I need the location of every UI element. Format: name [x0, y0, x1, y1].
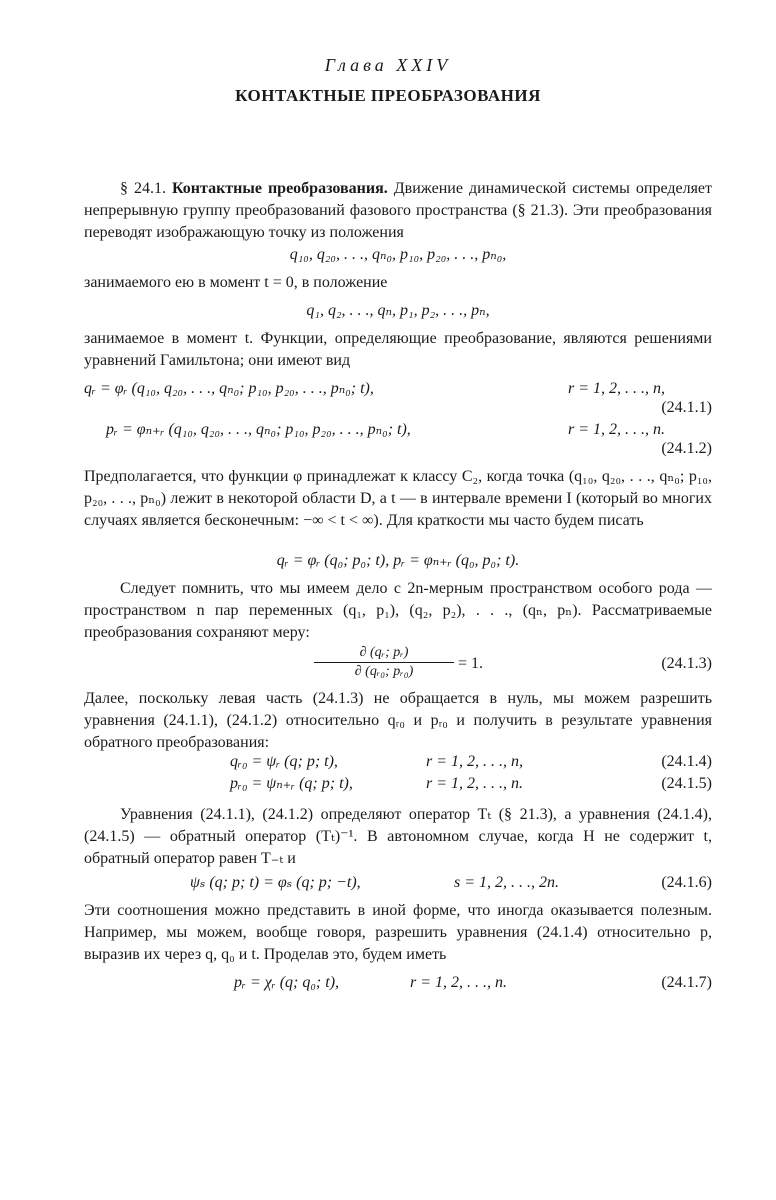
equation-formula: pᵣ = φₙ₊ᵣ (q₁₀, q₂₀, . . ., qₙ₀; p₁₀, p₂₀, . . ., pₙ₀; t), [106, 421, 411, 438]
equation-number-24-1-1: (24.1.1) [661, 399, 712, 416]
section-number: § 24.1. [120, 180, 166, 197]
equation-condition: r = 1, 2, . . ., n. [410, 974, 508, 991]
equation-24-1-6 [84, 872, 712, 894]
paragraph-intro-text: Движение динамической системы определяет непрерывную группу преобразований фазового пространства (§ 21.3). Эти преобразования переводят изображающую точку из положения [84, 180, 713, 241]
equation-condition: r = 1, 2, . . ., n, [568, 380, 666, 397]
paragraph-moment: занимаемого ею в момент t = 0, в положение [84, 274, 388, 291]
equation-24-1-7 [84, 972, 712, 994]
paragraph-other-form: Эти соотношения можно представить в иной форме, что иногда оказывается полезным. Например, мы можем, вообще говоря, разрешить уравнения (24.1.4) относительно p, выразив их через q, q₀ и t. Проделав это, будем иметь [84, 902, 712, 963]
paragraph-operator: Уравнения (24.1.1), (24.1.2) определяют оператор Tₜ (§ 21.3), а уравнения (24.1.4), (24.1.5) — обратный оператор (Tₜ)⁻¹. В автономном случае, когда H не содержит t, обратный оператор равен T₋ₜ и [84, 806, 712, 867]
equation-short-form: qᵣ = φᵣ (q₀; p₀; t), pᵣ = φₙ₊ᵣ (q₀, p₀; t). [276, 552, 520, 569]
chapter-label: Глава XXIV [324, 55, 452, 75]
equation-condition: r = 1, 2, . . ., n, [426, 753, 524, 770]
paragraph-intro [84, 178, 712, 244]
equation-24-1-3 [84, 644, 712, 684]
equation-condition: r = 1, 2, . . ., n. [568, 421, 666, 438]
equation-formula: qᵣ = φᵣ (q₁₀, q₂₀, . . ., qₙ₀; p₁₀, p₂₀, . . ., pₙ₀; t), [84, 380, 374, 397]
equation-number: (24.1.6) [661, 874, 712, 891]
equation-number: (24.1.5) [661, 775, 712, 792]
section-heading: Контактные преобразования. [172, 180, 388, 197]
equation-formula: pᵣ₀ = ψₙ₊ᵣ (q; p; t), [230, 775, 353, 792]
equation-number-24-1-2: (24.1.2) [661, 440, 712, 457]
equation-formula: pᵣ = χᵣ (q; q₀; t), [234, 974, 340, 991]
paragraph-hamilton: занимаемое в момент t. Функции, определяющие преобразование, являются решениями уравнений Гамильтона; они имеют вид [84, 330, 712, 369]
equation-24-1-5 [84, 773, 712, 795]
jacobian-fraction [314, 644, 454, 681]
chapter-title: КОНТАКТНЫЕ ПРЕОБРАЗОВАНИЯ [235, 86, 541, 105]
paragraph-2n-space: Следует помнить, что мы имеем дело с 2n-мерным пространством особого рода — пространством n пар переменных (q₁, p₁), (q₂, p₂), . . ., (qₙ, pₙ). Рассматриваемые преобразования сохраняют меру: [84, 580, 712, 641]
equation-number: (24.1.3) [661, 655, 712, 672]
equation-current-point: q₁, q₂, . . ., qₙ, p₁, p₂, . . ., pₙ, [306, 302, 490, 319]
equation-24-1-4 [84, 751, 712, 773]
equation-formula: qᵣ₀ = ψᵣ (q; p; t), [230, 753, 338, 770]
equation-formula: ψₛ (q; p; t) = φₛ (q; p; −t), [190, 874, 361, 891]
jacobian-denominator: ∂ (qᵣ₀; pᵣ₀) [354, 664, 414, 679]
equation-number: (24.1.7) [661, 974, 712, 991]
equation-initial-point: q₁₀, q₂₀, . . ., qₙ₀, p₁₀, p₂₀, . . ., pₙ₀, [289, 246, 507, 263]
equation-number: (24.1.4) [661, 753, 712, 770]
equation-rhs: = 1. [458, 655, 484, 672]
equation-condition: r = 1, 2, . . ., n. [426, 775, 524, 792]
equation-condition: s = 1, 2, . . ., 2n. [454, 874, 560, 891]
paragraph-inverse: Далее, поскольку левая часть (24.1.3) не обращается в нуль, мы можем разрешить уравнения (24.1.1), (24.1.2) относительно qᵣ₀ и pᵣ₀ и получить в результате уравнения обратного преобразования: [84, 690, 712, 751]
jacobian-numerator: ∂ (qᵣ; pᵣ) [314, 644, 454, 663]
paragraph-class-c2: Предполагается, что функции φ принадлежат к классу C₂, когда точка (q₁₀, q₂₀, . . ., qₙ₀; p₁₀, p₂₀, . . ., pₙ₀) лежит в некоторой области D, а t — в интервале времени I (который во многих случаях является бесконечным: −∞ < t < ∞). Для краткости мы часто будем писать [84, 468, 712, 529]
